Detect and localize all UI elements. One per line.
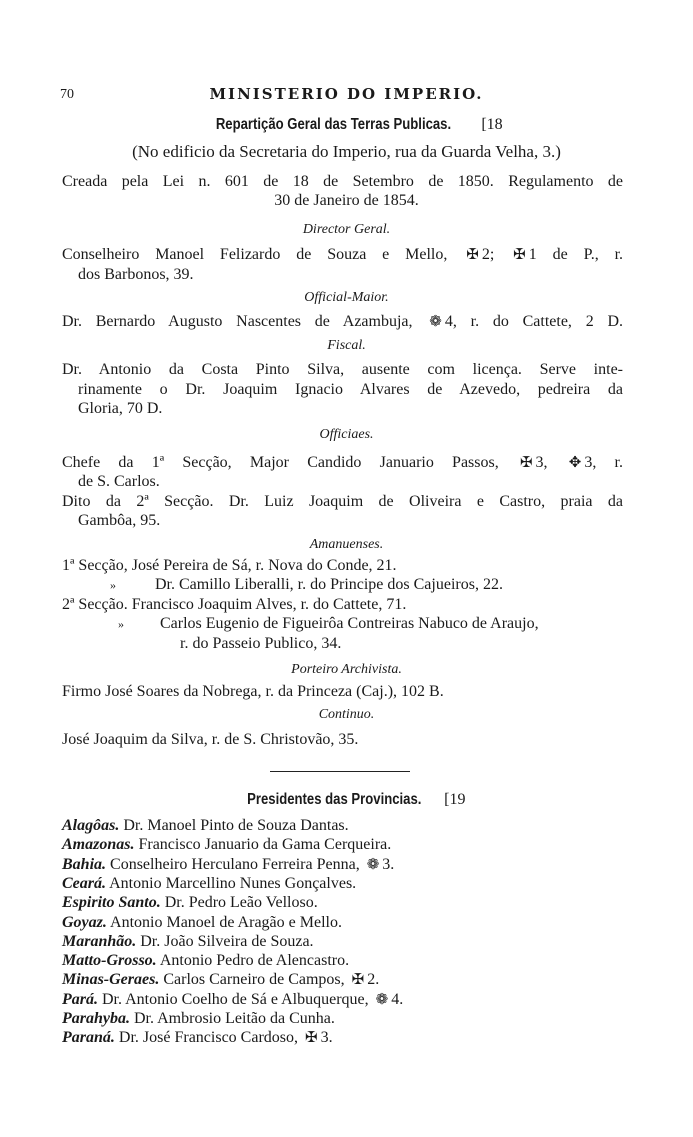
- heading-fiscal: Fiscal.: [327, 338, 366, 353]
- heading-director: Director Geral.: [302, 222, 391, 237]
- president-name: Dr. Manoel Pinto de Souza Dantas.: [123, 817, 349, 834]
- amanuense-3: 2ª Secção. Francisco Joaquim Alves, r. do Cattete, 71.: [62, 596, 407, 613]
- province-name: Pará.: [62, 990, 98, 1008]
- ditto-mark: »: [118, 617, 124, 631]
- province-entry: [62, 990, 403, 1010]
- director-address-part: 1 de P., r.: [528, 246, 624, 263]
- order-cross-icon: ✠: [466, 247, 479, 263]
- province-entry: [62, 913, 342, 933]
- province-name: Alagôas.: [62, 817, 120, 834]
- continuo-line: José Joaquim da Silva, r. de S. Christovão, 35.: [62, 731, 359, 748]
- province-name: Matto-Grosso.: [62, 952, 157, 970]
- section-ref: [19: [444, 791, 466, 808]
- order-cross-icon: ✠: [519, 455, 533, 471]
- dito-line-2: Gambôa, 95.: [78, 512, 161, 529]
- section-title-text: Presidentes das Provincias.: [246, 791, 421, 808]
- president-name: Dr. Ambrosio Leitão da Cunha.: [134, 1010, 335, 1027]
- president-name: Conselheiro Herculano Ferreira Penna,: [110, 855, 360, 873]
- heading-official-maior: Official-Maior.: [304, 290, 389, 305]
- chefe-grade-2: 3, r.: [584, 454, 624, 471]
- president-name: Dr. Antonio Coelho de Sá e Albuquerque,: [102, 990, 369, 1008]
- order-grade: 4.: [391, 990, 404, 1008]
- porteiro-line: Firmo José Soares da Nobrega, r. da Princeza (Caj.), 102 B.: [62, 683, 444, 700]
- director-grade: 2;: [481, 246, 495, 263]
- fiscal-line-3: Gloria, 70 D.: [78, 400, 163, 417]
- province-name: Amazonas.: [62, 836, 135, 854]
- president-name: Carlos Carneiro de Campos,: [163, 971, 345, 989]
- order-cross-icon: ✠: [513, 247, 526, 263]
- order-grade: 3.: [382, 855, 395, 873]
- section-ref: [18: [481, 116, 503, 133]
- province-entry: [62, 816, 349, 836]
- official-address: 4, r. do Cattete, 2 D.: [444, 313, 624, 330]
- director-name: Conselheiro Manoel Felizardo de Souza e Mello,: [62, 246, 448, 263]
- order-rose-icon: ❁: [429, 314, 442, 330]
- amanuense-4: Carlos Eugenio de Figueirôa Contreiras Nabuco de Araujo,: [160, 615, 539, 632]
- order-fleur-icon: ✥: [568, 455, 582, 471]
- province-entry: [62, 835, 391, 855]
- province-name: Bahia.: [62, 855, 107, 873]
- order-rose-icon: ❁: [366, 856, 380, 873]
- president-name: Antonio Marcellino Nunes Gonçalves.: [109, 874, 357, 892]
- president-name: Dr. José Francisco Cardoso,: [118, 1029, 298, 1047]
- province-name: Goyaz.: [62, 913, 107, 931]
- chefe-line-1: [62, 453, 623, 473]
- chefe-line-2: de S. Carlos.: [78, 473, 160, 490]
- province-entry: [62, 951, 349, 971]
- amanuense-4-address: r. do Passeio Publico, 34.: [180, 635, 342, 652]
- province-name: Ceará.: [62, 874, 106, 892]
- heading-continuo: Continuo.: [318, 707, 375, 722]
- chefe-grade: 3,: [535, 454, 548, 471]
- section-title-text: Repartição Geral das Terras Publicas.: [216, 116, 452, 133]
- fiscal-line-2: rinamente o Dr. Joaquim Ignacio Alvares de Azevedo, pedreira da: [78, 381, 623, 398]
- director-line-2: dos Barbonos, 39.: [78, 266, 194, 283]
- president-name: Antonio Manoel de Aragão e Mello.: [110, 913, 342, 931]
- province-entry: [62, 855, 394, 875]
- order-grade: 3.: [320, 1029, 333, 1047]
- order-cross-icon: ✠: [351, 972, 365, 989]
- province-name: Parahyba.: [62, 1010, 130, 1027]
- ditto-mark: »: [110, 578, 116, 592]
- province-name: Maranhão.: [62, 932, 137, 950]
- creation-line-2: 30 de Janeiro de 1854.: [274, 192, 419, 209]
- fiscal-line-1: Dr. Antonio da Costa Pinto Silva, ausente com licença. Serve inte-: [62, 361, 623, 378]
- order-grade: 2.: [367, 971, 380, 989]
- address: (No edificio da Secretaria do Imperio, rua da Guarda Velha, 3.): [132, 142, 561, 161]
- heading-officiaes: Officiaes.: [319, 427, 374, 442]
- province-name: Paraná.: [62, 1029, 115, 1047]
- province-entry: [62, 1009, 335, 1029]
- official-name: Dr. Bernardo Augusto Nascentes de Azambuja,: [62, 313, 413, 330]
- president-name: Francisco Januario da Gama Cerqueira.: [138, 836, 392, 854]
- president-name: Antonio Pedro de Alencastro.: [159, 952, 350, 970]
- page-number: 70: [60, 87, 74, 102]
- heading-amanuenses: Amanuenses.: [309, 537, 384, 552]
- province-entry: [62, 970, 379, 990]
- dito-line-1: Dito da 2ª Secção. Dr. Luiz Joaquim de Oliveira e Castro, praia da: [62, 493, 623, 510]
- section-title-presidentes: [0, 790, 693, 810]
- section-divider: [270, 771, 410, 772]
- creation-line-1: Creada pela Lei n. 601 de 18 de Setembro de 1850. Regulamento de: [62, 173, 623, 190]
- chefe-name: Chefe da 1ª Secção, Major Candido Januario Passos,: [62, 454, 499, 471]
- heading-porteiro: Porteiro Archivista.: [291, 662, 402, 677]
- province-entry: [62, 1028, 333, 1048]
- province-entry: [62, 893, 318, 913]
- province-entry: [62, 932, 314, 952]
- president-name: Dr. João Silveira de Souza.: [140, 932, 314, 950]
- section-title-terras: [0, 115, 693, 135]
- province-name: Minas-Geraes.: [62, 971, 160, 989]
- province-name: Espirito Santo.: [62, 894, 161, 912]
- running-head: MINISTERIO DO IMPERIO.: [209, 85, 484, 103]
- director-line-1: [62, 245, 623, 265]
- province-entry: [62, 874, 356, 894]
- order-rose-icon: ❁: [375, 991, 389, 1008]
- amanuense-2: Dr. Camillo Liberalli, r. do Principe dos Cajueiros, 22.: [155, 576, 503, 593]
- president-name: Dr. Pedro Leão Velloso.: [164, 894, 318, 912]
- amanuense-1: 1ª Secção, José Pereira de Sá, r. Nova do Conde, 21.: [62, 557, 397, 574]
- official-line: [62, 312, 623, 332]
- order-cross-icon: ✠: [305, 1030, 318, 1047]
